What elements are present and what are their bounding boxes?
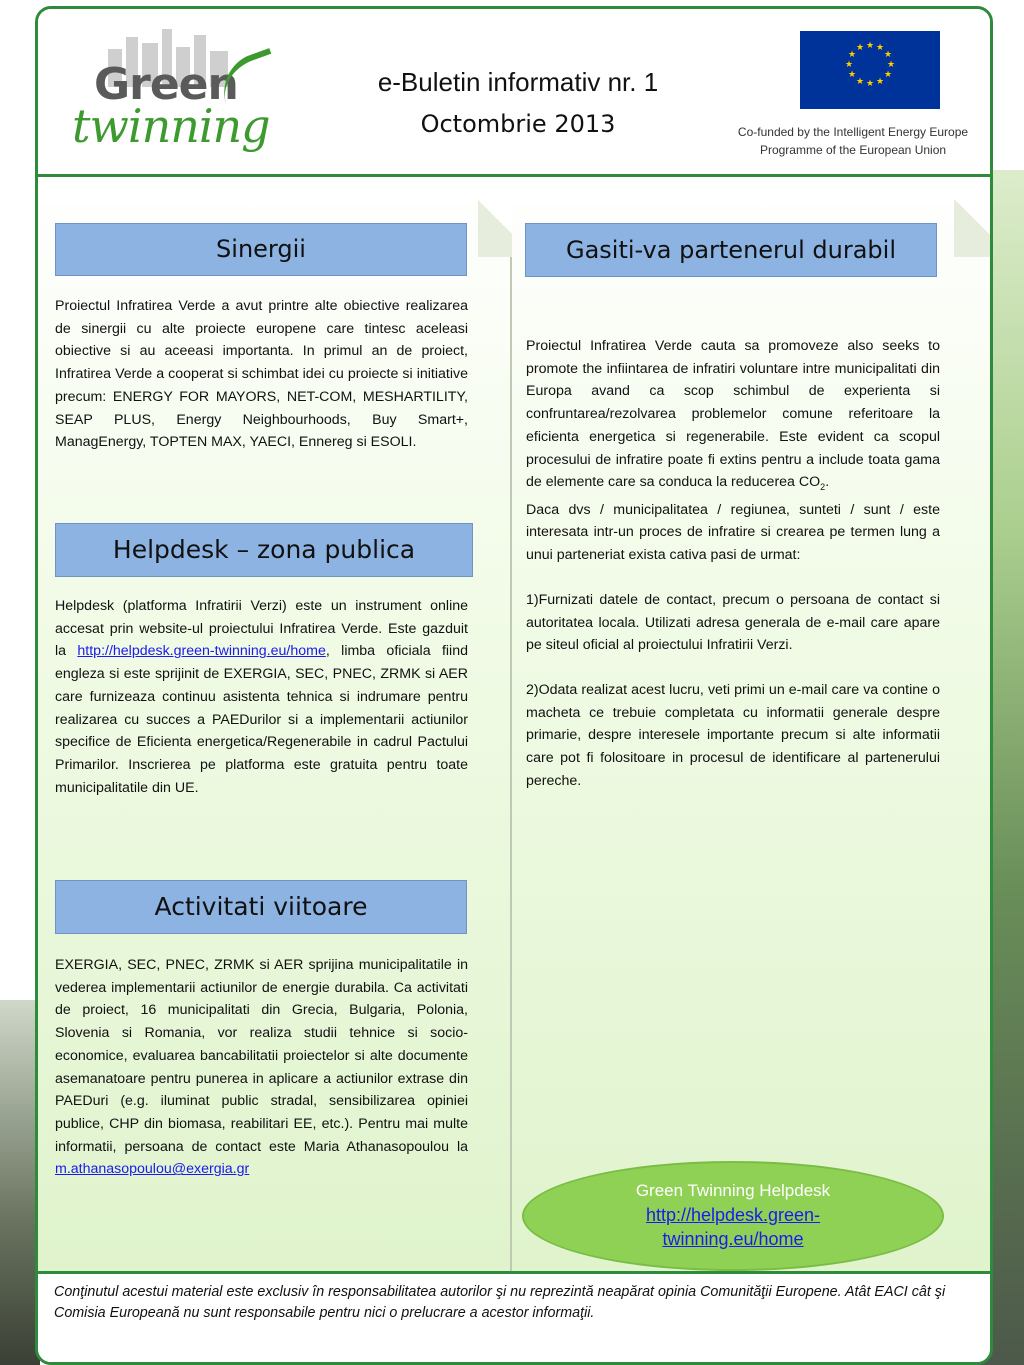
svg-text:★: ★ [847, 70, 857, 80]
helpdesk-text [55, 595, 468, 799]
callout-link-line2: twinning.eu/home [662, 1229, 804, 1249]
eu-stars-icon [800, 31, 940, 109]
svg-text:★: ★ [865, 79, 875, 89]
eu-cofunding-text [713, 123, 993, 159]
partener-paragraph-2: Daca dvs / municipalitatea / regiunea, sunteti / sunt / este interesata intr-un proces de infratire si crearea pe termen lung a unui parteneriat exista cativa pasi de urmat: [526, 501, 940, 564]
bulletin-date: Octombrie 2013 [420, 110, 616, 138]
footer [38, 1271, 990, 1365]
logo-word-twinning: twinning [72, 99, 270, 153]
page-fold-corner [954, 177, 990, 257]
callout-title: Green Twinning Helpdesk [635, 1181, 831, 1200]
eu-cofunding-line1: Co-funded by the Intelligent Energy Europe [737, 125, 969, 139]
partener-paragraph-3: 1)Furnizati datele de contact, precum o persoana de contact si autoritatea locala. Utilizati adresa generala de e-mail care apare pe siteul oficial al proiectului Infratirii Verzi. [526, 591, 940, 654]
helpdesk-link[interactable]: http://helpdesk.green-twinning.eu/home [77, 643, 326, 660]
svg-text:★: ★ [886, 60, 896, 70]
header [38, 9, 990, 177]
heading-activitati: Activitati viitoare [55, 880, 467, 934]
helpdesk-text-part1: Helpdesk (platforma Infratirii Verzi) este un instrument online accesat prin website-ul proiectului Infratirea Verde. Este gazduit la [55, 598, 468, 660]
co2-subscript: 2 [820, 482, 826, 493]
heading-sinergii: Sinergii [55, 223, 467, 276]
partener-p1-text: Proiectul Infratirea Verde cauta sa promoveze also seeks to promote the infiintarea de infratiri voluntare intre municipalitati din Europa avand ca scop schimbul de experienta si confruntarea/rezolvarea problemelor comune referitoare la eficienta energetica si regenerabile. Este evident ca scopul procesului de infratire poate fi extins pentru a include toata gama de elemente care sa conduca la reducerea CO [526, 338, 940, 491]
page-frame [35, 6, 993, 1365]
partener-paragraph-4: 2)Odata realizat acest lucru, veti primi un e-mail care va contine o macheta ce trebuie completata cu informatii generale despre primarie, despre interesele importante precum si alte informatii care pot fi folositoare in procesul de identificare al partenerului pereche. [526, 681, 940, 789]
svg-text:★: ★ [865, 41, 875, 51]
green-twinning-logo [68, 27, 283, 167]
svg-text:★: ★ [847, 50, 857, 60]
partener-paragraph-1 [526, 335, 940, 499]
helpdesk-text-part2: , limba oficiala fiind engleza si este sprijinit de EXERGIA, SEC, PNEC, ZRMK si AER care furnizeaza continuu asistenta tehnica si indrumare pentru realizarea cu succes a PAEDurilor si a implementarii actiunilor specifice de Eficienta energetica/Regenerabile in cadrul Pactului Primarilor. Inscrierea pe platforma este gratuita pentru toate municipalitatile din UE. [55, 643, 468, 796]
eu-cofunding-line2: Programme of the European Union [759, 143, 947, 157]
svg-text:★: ★ [883, 50, 893, 60]
svg-text:★: ★ [875, 43, 885, 53]
svg-text:★: ★ [844, 60, 854, 70]
svg-text:★: ★ [855, 43, 865, 53]
activitati-text [55, 954, 468, 1181]
activitati-text-body: EXERGIA, SEC, PNEC, ZRMK si AER sprijina municipalitatile in vederea implementarii actiunilor de energie durabila. Ca activitati de proiect, 16 municipalitati din Grecia, Bulgaria, Polonia, Slovenia si Romania, vor realiza studii tehnice si socio-economice, evaluarea bancabilitatii proiectelor si alte documente asemanatoare pentru punerea in aplicare a actiunilor extrase din PAEDuri (e.g. iluminat public stradal, sensibilizarea opiniei publice, CHP din biomasa, reabilitari EE, etc.). Pentru mai multe informatii, persoana de contact este Maria Athanasopoulou la [55, 957, 468, 1155]
page-fold-corner [478, 177, 512, 257]
partener-text [526, 335, 940, 792]
contact-email-link[interactable]: m.athanasopoulou@exergia.gr [55, 1161, 250, 1178]
svg-text:★: ★ [883, 70, 893, 80]
callout-link-line1: http://helpdesk.green- [645, 1205, 821, 1225]
logo-word-green: Green [94, 59, 238, 110]
eu-flag-icon [800, 31, 940, 109]
footer-disclaimer: Conţinutul acestui material este exclusiv în responsabilitatea autorilor şi nu reprezintă neapărat opinia Comunităţii Europene. Atât EACI cât şi Comisia Europeană nu sunt responsabile pentru nici o prelucrare a acestor informaţii. [54, 1284, 946, 1321]
heading-helpdesk: Helpdesk – zona publica [55, 523, 473, 577]
svg-text:★: ★ [855, 77, 865, 87]
partener-p1-end: . [825, 474, 830, 491]
bulletin-title: e-Buletin informativ nr. 1 [377, 67, 659, 97]
bulletin-title-block [318, 67, 718, 138]
heading-partener: Gasiti-va partenerul durabil [525, 223, 937, 277]
column-divider [510, 177, 512, 1271]
svg-text:★: ★ [875, 77, 885, 87]
helpdesk-callout [522, 1161, 944, 1271]
background-photo-strip-left [0, 1000, 40, 1365]
sinergii-text: Proiectul Infratirea Verde a avut printre alte obiective realizarea de sinergii cu alte proiecte europene care tintesc aceleasi obiective si au aceeasi importanta. In primul an de proiect, Infratirea Verde a cooperat si schimbat idei cu proiecte si initiative precum: ENERGY FOR MAYORS, NET-COM, MESHARTILITY, SEAP PLUS, Energy Neighbourhoods, Buy Smart+, ManagEnergy, TOPTEN MAX, YAECI, Ennereg si ESOLI. [55, 298, 468, 451]
callout-helpdesk-link[interactable] [524, 1203, 942, 1251]
